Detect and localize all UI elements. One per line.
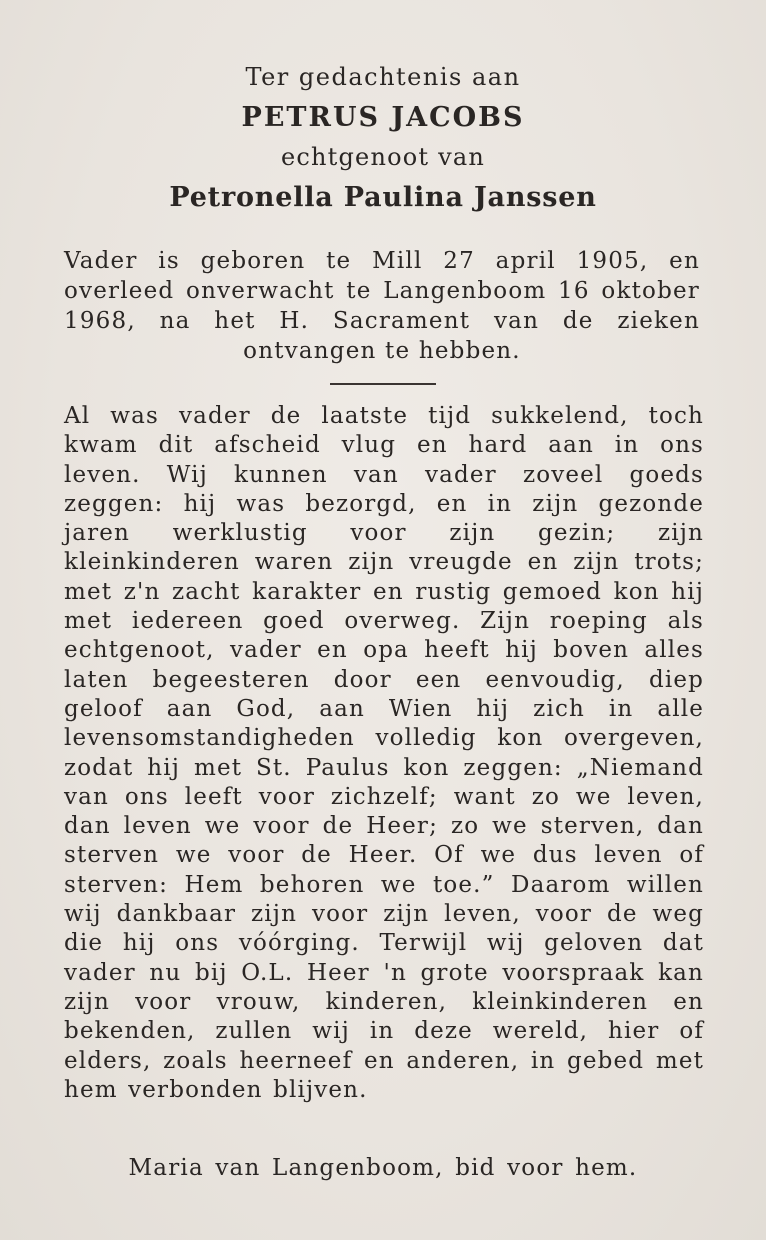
deceased-name: PETRUS JACOBS [241,102,525,133]
intro-line: Ter gedachtenis aan [245,63,521,91]
spouse-intro-line: echtgenoot van [280,143,486,171]
closing-prayer: Maria van Langenboom, bid voor hem. [128,1155,638,1181]
spouse-name: Petronella Paulina Janssen [169,182,597,213]
divider-line [330,383,436,385]
card-header [0,60,766,218]
biography-paragraph: Vader is geboren te Mill 27 april 1905, en overleed onverwacht te Langenboom 16 oktober 1968, na het H. Sacrament van de zieken ontvangen te hebben. [64,248,700,364]
memorial-text: Al was vader de laatste tijd sukkelend, toch kwam dit afscheid vlug en hard aan in ons leven. Wij kunnen van vader zoveel goeds zeggen: hij was bezorgd, en in zijn gezonde jaren werklustig voor zijn gezin; zijn kleinkinderen waren zijn vreugde en zijn trots; met z'n zacht karakter en rustig gemoed kon hij met iedereen goed overweg. Zijn roeping als echtgenoot, vader en opa heeft hij boven alles laten begeesteren door een eenvoudig, diep geloof aan God, aan Wien hij zich in alle levensomstandigheden volledig kon overgeven, zodat hij met St. Paulus kon zeggen: „Niemand van ons leeft voor zichzelf; want zo we leven, dan leven we voor de Heer; zo we sterven, dan sterven we voor de Heer. Of we dus leven of sterven: Hem behoren we toe.” Daarom willen wij dankbaar zijn voor zijn leven, voor de weg die hij ons vóórging. Terwijl wij geloven dat vader nu bij O.L. Heer 'n grote voorspraak kan zijn voor vrouw, kinderen, kleinkinderen en bekenden, zullen wij in deze wereld, hier of elders, zoals heerneef en anderen, in gebed met hem verbonden blijven. [64,403,704,1103]
